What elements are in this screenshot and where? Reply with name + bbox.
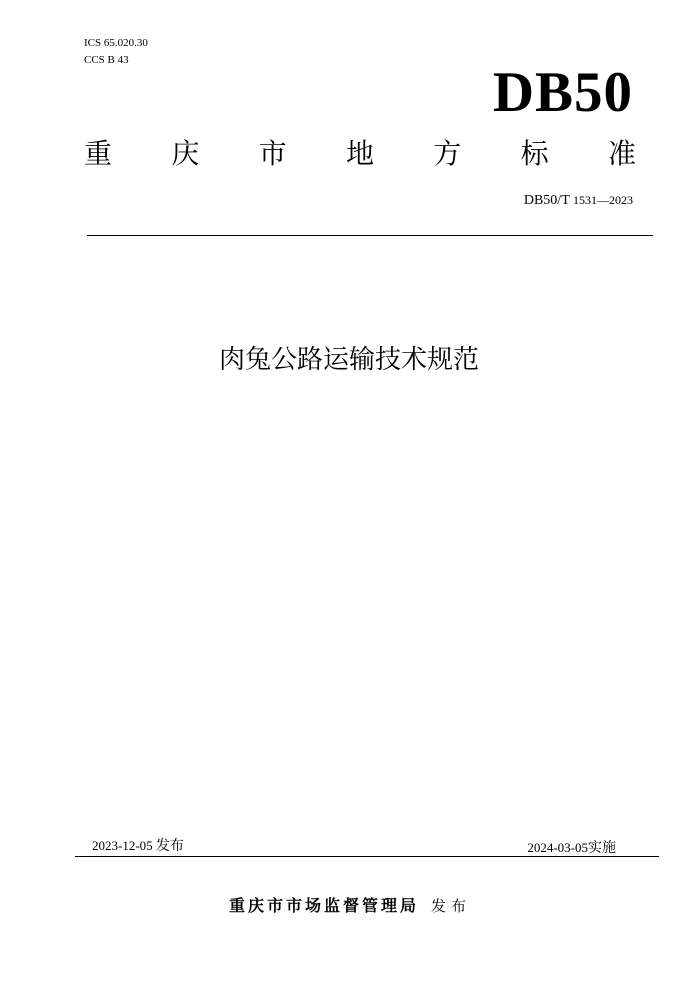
publish-date-line — [92, 837, 184, 855]
standard-type-char: 地 — [345, 137, 374, 170]
standard-type-char: 庆 — [171, 137, 200, 170]
document-title-text: 肉兔公路运输技术规范 — [218, 345, 479, 375]
implement-date: 2024-03-05 — [527, 840, 588, 855]
implement-label: 实施 — [588, 840, 616, 856]
standard-type-char: 方 — [433, 137, 462, 170]
standard-number-value: 1531—2023 — [573, 193, 633, 207]
db-standard-mark: DB50 — [492, 61, 633, 124]
standard-number-prefix: DB50/T — [523, 193, 570, 208]
standard-type-char: 市 — [258, 137, 287, 170]
standard-number — [524, 192, 633, 209]
ics-code: ICS 65.020.30 — [84, 37, 148, 49]
standard-type-char: 标 — [520, 137, 549, 170]
ccs-code: CCS B 43 — [84, 54, 129, 66]
standard-type-char: 准 — [607, 137, 636, 170]
footer-divider — [75, 856, 659, 857]
standard-type-heading — [84, 138, 636, 170]
document-title — [0, 344, 700, 376]
issuer-line — [0, 895, 700, 917]
issue-action: 发布 — [431, 897, 472, 915]
issuing-organization: 重庆市市场监督管理局 — [228, 896, 419, 915]
standard-type-char: 重 — [84, 137, 113, 170]
implement-date-line — [527, 839, 616, 857]
header-divider — [87, 235, 653, 236]
publish-date: 2023-12-05 — [92, 838, 153, 853]
publish-label: 发布 — [155, 838, 184, 854]
